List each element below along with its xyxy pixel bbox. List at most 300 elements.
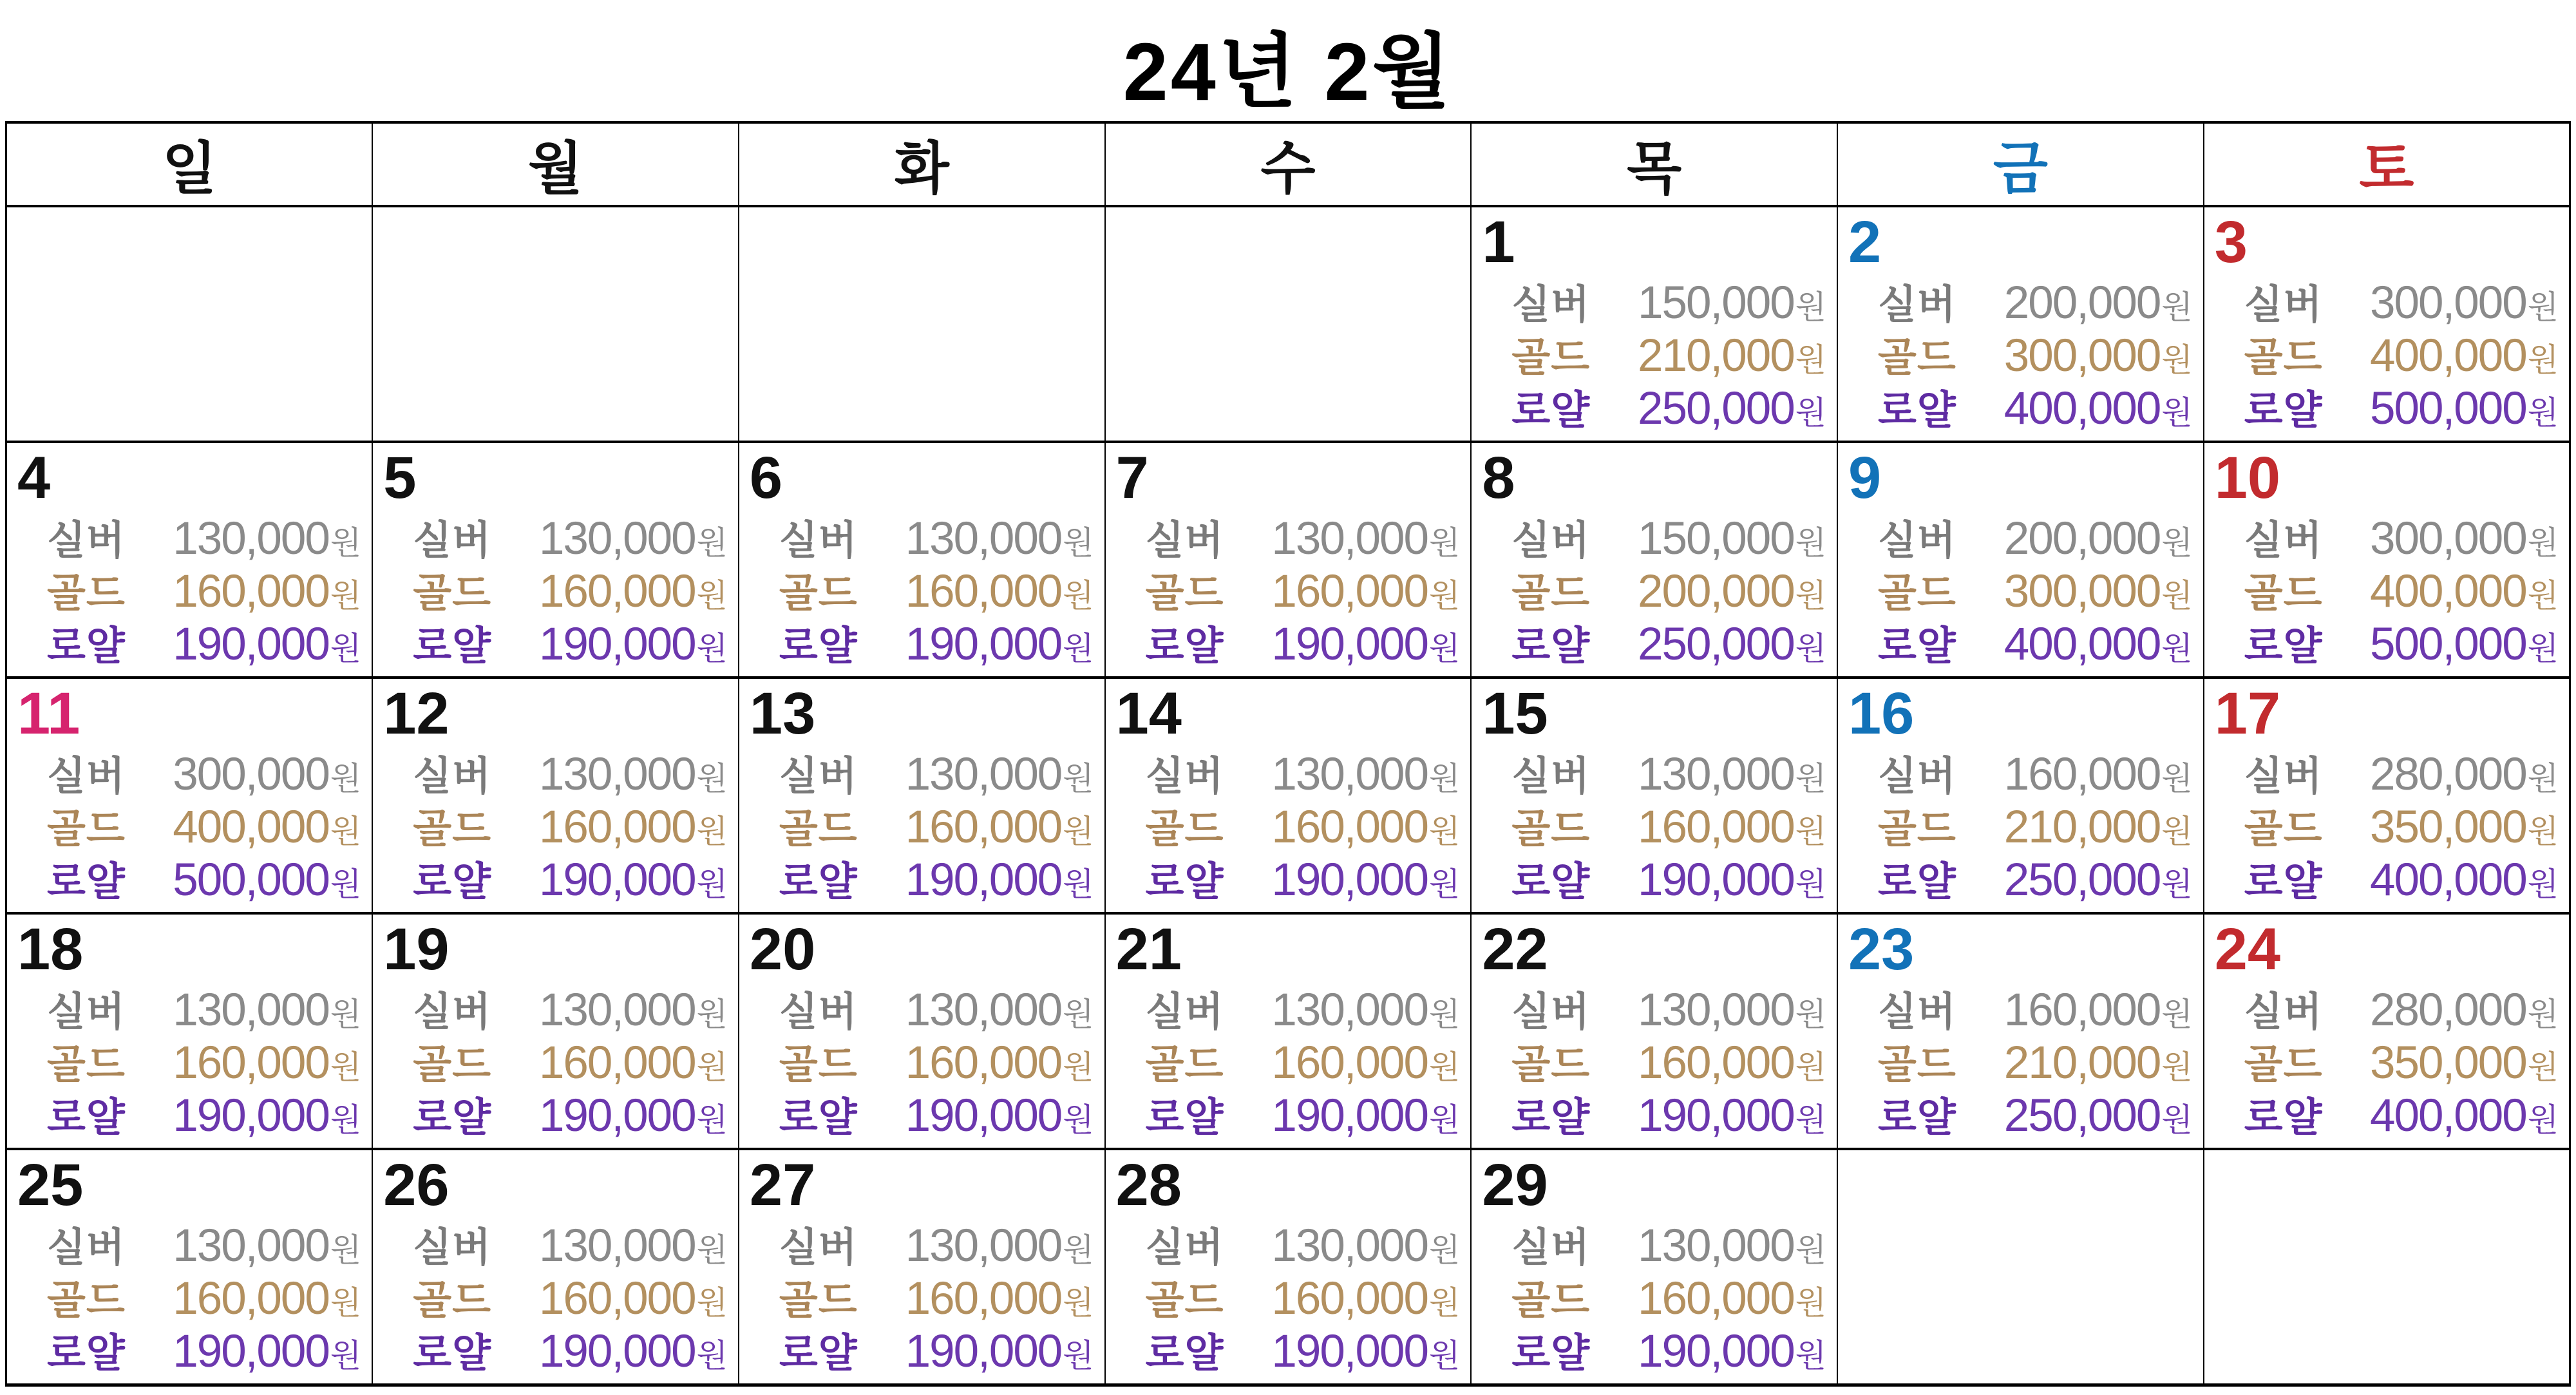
- currency-suffix: 원: [1795, 813, 1827, 849]
- price-value-silver: 130,000원: [1638, 748, 1827, 800]
- price-list: [1478, 985, 1826, 1143]
- day-number: 21: [1115, 916, 1182, 982]
- tier-label-gold: 골드: [1511, 1278, 1591, 1323]
- currency-suffix: 원: [1795, 394, 1827, 431]
- tier-label-silver: 실버: [2244, 518, 2323, 563]
- tier-label-silver: 실버: [1145, 1225, 1224, 1270]
- price-list: [1112, 750, 1461, 907]
- currency-suffix: 원: [1795, 1231, 1827, 1268]
- price-value-royal: 500,000원: [2370, 383, 2559, 434]
- price-row-silver: [2244, 750, 2559, 800]
- week-row-5: [6, 1149, 2570, 1385]
- price-row-gold: [2244, 567, 2559, 617]
- price-value-silver: 130,000원: [538, 1220, 728, 1271]
- price-value-gold: 160,000원: [538, 1037, 728, 1088]
- price-row-gold: [1878, 1038, 2193, 1088]
- day-cell-content: [2204, 915, 2569, 1148]
- price-row-silver: [779, 1221, 1094, 1271]
- currency-suffix: 원: [1429, 1101, 1461, 1138]
- day-cell-content: [7, 915, 372, 1148]
- price-value-gold: 160,000원: [1271, 1037, 1461, 1088]
- day-cell-8: [1471, 442, 1837, 678]
- tier-label-silver: 실버: [1145, 518, 1224, 563]
- tier-label-royal: 로얄: [1145, 1095, 1224, 1140]
- day-cell-content: [1472, 443, 1837, 676]
- day-cell-content: [1106, 679, 1471, 912]
- price-list: [2211, 750, 2559, 907]
- currency-suffix: 원: [1795, 524, 1827, 561]
- price-value-silver: 130,000원: [905, 984, 1094, 1036]
- price-row-silver: [2244, 514, 2559, 564]
- price-row-silver: [2244, 278, 2559, 328]
- price-value-royal: 500,000원: [2370, 618, 2559, 670]
- day-cell-content: [373, 443, 738, 676]
- currency-suffix: 원: [1795, 289, 1827, 325]
- tier-label-gold: 골드: [413, 1278, 491, 1323]
- tier-label-silver: 실버: [2244, 989, 2323, 1034]
- price-row-gold: [1511, 1038, 1826, 1088]
- price-row-silver: [1878, 750, 2193, 800]
- price-value-gold: 160,000원: [173, 1273, 362, 1324]
- price-value-gold: 300,000원: [2003, 330, 2193, 381]
- day-cell-17: [2204, 678, 2570, 913]
- price-list: [746, 985, 1094, 1143]
- price-row-silver: [1146, 514, 1461, 564]
- tier-label-royal: 로얄: [1511, 859, 1591, 904]
- tier-label-royal: 로얄: [779, 859, 858, 904]
- price-value-silver: 160,000원: [2003, 748, 2193, 800]
- tier-label-gold: 골드: [1145, 571, 1224, 616]
- price-row-gold: [1146, 567, 1461, 617]
- currency-suffix: 원: [1429, 1284, 1461, 1321]
- price-value-royal: 190,000원: [173, 1325, 362, 1377]
- tier-label-royal: 로얄: [2244, 1095, 2323, 1140]
- day-number: 9: [1848, 445, 1882, 511]
- tier-label-royal: 로얄: [413, 623, 491, 669]
- day-cell-content: [373, 915, 738, 1148]
- day-cell-content: [1472, 1150, 1837, 1383]
- price-value-royal: 250,000원: [2003, 1090, 2193, 1141]
- price-row-gold: [1878, 567, 2193, 617]
- tier-label-gold: 골드: [779, 1278, 858, 1323]
- price-value-silver: 130,000원: [538, 748, 728, 800]
- day-cell-25: [6, 1149, 373, 1385]
- currency-suffix: 원: [1063, 813, 1094, 849]
- day-number: 15: [1482, 681, 1548, 746]
- day-cell-22: [1471, 913, 1837, 1149]
- price-row-gold: [779, 802, 1094, 853]
- price-row-gold: [1146, 1274, 1461, 1324]
- day-cell-10: [2204, 442, 2570, 678]
- price-row-royal: [1146, 620, 1461, 670]
- price-row-royal: [1146, 1091, 1461, 1141]
- price-list: [14, 750, 361, 907]
- day-number: 22: [1482, 916, 1548, 982]
- currency-suffix: 원: [330, 577, 362, 614]
- day-cell-content: [739, 915, 1104, 1148]
- price-value-gold: 160,000원: [905, 1037, 1094, 1088]
- price-value-silver: 130,000원: [1271, 748, 1461, 800]
- currency-suffix: 원: [2161, 577, 2193, 614]
- day-number: 1: [1482, 209, 1515, 275]
- currency-suffix: 원: [696, 760, 728, 797]
- day-cell-11: [6, 678, 373, 913]
- price-row-royal: [413, 620, 728, 670]
- day-number: 11: [17, 681, 80, 746]
- price-row-royal: [1146, 1327, 1461, 1377]
- tier-label-silver: 실버: [1878, 282, 1956, 327]
- price-list: [1844, 278, 2193, 435]
- day-number: 17: [2214, 681, 2281, 746]
- currency-suffix: 원: [696, 1231, 728, 1268]
- currency-suffix: 원: [330, 996, 362, 1032]
- currency-suffix: 원: [1063, 1284, 1094, 1321]
- currency-suffix: 원: [1429, 630, 1461, 667]
- currency-suffix: 원: [2527, 341, 2559, 378]
- tier-label-royal: 로얄: [779, 1331, 858, 1376]
- price-list: [1112, 1221, 1461, 1378]
- price-row-royal: [1878, 1091, 2193, 1141]
- price-row-royal: [1878, 855, 2193, 906]
- currency-suffix: 원: [1429, 813, 1461, 849]
- price-list: [1844, 750, 2193, 907]
- price-row-gold: [1878, 331, 2193, 381]
- price-row-silver: [1146, 750, 1461, 800]
- tier-label-gold: 골드: [47, 806, 126, 851]
- price-row-royal: [779, 1091, 1094, 1141]
- price-row-gold: [47, 567, 361, 617]
- price-row-gold: [413, 802, 728, 853]
- tier-label-gold: 골드: [1511, 571, 1591, 616]
- price-value-royal: 500,000원: [173, 854, 362, 906]
- currency-suffix: 원: [1063, 760, 1094, 797]
- day-cell-7: [1105, 442, 1472, 678]
- currency-suffix: 원: [330, 1231, 362, 1268]
- price-value-royal: 250,000원: [1638, 383, 1827, 434]
- tier-label-gold: 골드: [47, 1042, 126, 1087]
- currency-suffix: 원: [2527, 630, 2559, 667]
- currency-suffix: 원: [330, 813, 362, 849]
- day-number: 27: [749, 1152, 816, 1218]
- price-value-gold: 160,000원: [1271, 1273, 1461, 1324]
- price-row-royal: [413, 855, 728, 906]
- price-row-royal: [1511, 1327, 1826, 1377]
- price-value-gold: 160,000원: [1638, 1273, 1827, 1324]
- price-list: [746, 1221, 1094, 1378]
- currency-suffix: 원: [1063, 1049, 1094, 1085]
- day-cell-content: [373, 1150, 738, 1383]
- day-number: 2: [1848, 209, 1882, 275]
- price-value-royal: 190,000원: [1271, 618, 1461, 670]
- price-value-royal: 250,000원: [2003, 854, 2193, 906]
- tier-label-gold: 골드: [2244, 806, 2323, 851]
- currency-suffix: 원: [1429, 760, 1461, 797]
- price-value-silver: 160,000원: [2003, 984, 2193, 1036]
- price-value-silver: 130,000원: [538, 513, 728, 564]
- price-row-royal: [47, 855, 361, 906]
- tier-label-silver: 실버: [413, 1225, 491, 1270]
- tier-label-gold: 골드: [47, 571, 126, 616]
- day-number: 25: [17, 1152, 84, 1218]
- price-list: [379, 514, 728, 671]
- tier-label-silver: 실버: [1878, 518, 1956, 563]
- price-value-silver: 130,000원: [173, 1220, 362, 1271]
- day-cell-content: [7, 1150, 372, 1383]
- day-cell-content: [2204, 207, 2569, 441]
- price-value-royal: 190,000원: [1271, 1090, 1461, 1141]
- day-cell-content: [1838, 679, 2203, 912]
- price-value-royal: 250,000원: [1638, 618, 1827, 670]
- currency-suffix: 원: [2527, 1101, 2559, 1138]
- currency-suffix: 원: [2161, 341, 2193, 378]
- day-cell-content: [373, 679, 738, 912]
- price-value-silver: 300,000원: [173, 748, 362, 800]
- currency-suffix: 원: [2527, 394, 2559, 431]
- price-list: [1478, 750, 1826, 907]
- currency-suffix: 원: [696, 813, 728, 849]
- price-value-gold: 210,000원: [2003, 801, 2193, 853]
- tier-label-gold: 골드: [1145, 806, 1224, 851]
- currency-suffix: 원: [1429, 524, 1461, 561]
- weekday-header-fri: 금: [1837, 122, 2204, 206]
- currency-suffix: 원: [1429, 996, 1461, 1032]
- tier-label-silver: 실버: [2244, 282, 2323, 327]
- price-row-gold: [2244, 331, 2559, 381]
- currency-suffix: 원: [330, 1337, 362, 1374]
- price-value-gold: 160,000원: [905, 801, 1094, 853]
- price-value-gold: 160,000원: [538, 565, 728, 617]
- currency-suffix: 원: [1795, 341, 1827, 378]
- currency-suffix: 원: [1063, 630, 1094, 667]
- price-row-gold: [1146, 802, 1461, 853]
- tier-label-gold: 골드: [779, 571, 858, 616]
- tier-label-royal: 로얄: [47, 1331, 126, 1376]
- price-value-royal: 190,000원: [1638, 1325, 1827, 1377]
- price-row-gold: [1511, 331, 1826, 381]
- tier-label-gold: 골드: [1145, 1278, 1224, 1323]
- day-number: 12: [383, 681, 450, 746]
- currency-suffix: 원: [2161, 289, 2193, 325]
- currency-suffix: 원: [696, 1337, 728, 1374]
- price-value-royal: 190,000원: [905, 854, 1094, 906]
- price-row-royal: [779, 1327, 1094, 1377]
- tier-label-royal: 로얄: [1511, 1331, 1591, 1376]
- tier-label-royal: 로얄: [1511, 623, 1591, 669]
- day-number: 29: [1482, 1152, 1548, 1218]
- currency-suffix: 원: [330, 524, 362, 561]
- price-value-gold: 160,000원: [1638, 801, 1827, 853]
- day-cell-15: [1471, 678, 1837, 913]
- currency-suffix: 원: [1795, 577, 1827, 614]
- price-row-gold: [2244, 802, 2559, 853]
- weekday-header-thu: 목: [1471, 122, 1837, 206]
- day-number: 23: [1848, 916, 1915, 982]
- price-value-gold: 160,000원: [538, 1273, 728, 1324]
- currency-suffix: 원: [2527, 524, 2559, 561]
- price-row-royal: [1511, 384, 1826, 434]
- weekday-header-mon: 월: [372, 122, 739, 206]
- tier-label-royal: 로얄: [47, 859, 126, 904]
- day-cell-6: [739, 442, 1105, 678]
- day-cell-4: [6, 442, 373, 678]
- price-value-royal: 190,000원: [905, 1325, 1094, 1377]
- day-cell-content: [1106, 1150, 1471, 1383]
- currency-suffix: 원: [330, 1101, 362, 1138]
- day-cell-content: [1838, 443, 2203, 676]
- tier-label-royal: 로얄: [413, 1095, 491, 1140]
- day-cell-28: [1105, 1149, 1472, 1385]
- tier-label-gold: 골드: [1511, 1042, 1591, 1087]
- price-list: [1844, 514, 2193, 671]
- day-number: 14: [1115, 681, 1182, 746]
- tier-label-gold: 골드: [1511, 335, 1591, 380]
- day-cell-2: [1837, 206, 2204, 442]
- currency-suffix: 원: [2161, 813, 2193, 849]
- currency-suffix: 원: [2527, 813, 2559, 849]
- price-value-silver: 130,000원: [538, 984, 728, 1036]
- price-row-royal: [1146, 855, 1461, 906]
- price-value-gold: 160,000원: [538, 801, 728, 853]
- price-value-silver: 200,000원: [2003, 513, 2193, 564]
- week-row-1: [6, 206, 2570, 442]
- price-row-gold: [779, 1274, 1094, 1324]
- currency-suffix: 원: [2527, 866, 2559, 902]
- price-row-gold: [1511, 567, 1826, 617]
- currency-suffix: 원: [696, 1049, 728, 1085]
- day-cell-content: [7, 443, 372, 676]
- price-value-gold: 160,000원: [1638, 1037, 1827, 1088]
- price-value-royal: 190,000원: [538, 618, 728, 670]
- currency-suffix: 원: [1795, 1284, 1827, 1321]
- price-row-gold: [2244, 1038, 2559, 1088]
- price-row-gold: [1511, 802, 1826, 853]
- price-row-silver: [1878, 985, 2193, 1036]
- tier-label-royal: 로얄: [1145, 859, 1224, 904]
- price-row-silver: [1146, 985, 1461, 1036]
- price-value-royal: 190,000원: [905, 618, 1094, 670]
- tier-label-silver: 실버: [1511, 518, 1591, 563]
- currency-suffix: 원: [1795, 866, 1827, 902]
- price-value-silver: 130,000원: [173, 984, 362, 1036]
- tier-label-silver: 실버: [779, 518, 858, 563]
- tier-label-royal: 로얄: [1145, 623, 1224, 669]
- price-row-silver: [2244, 985, 2559, 1036]
- currency-suffix: 원: [696, 630, 728, 667]
- tier-label-silver: 실버: [47, 754, 126, 799]
- currency-suffix: 원: [2161, 524, 2193, 561]
- tier-label-royal: 로얄: [1878, 1095, 1956, 1140]
- price-value-gold: 160,000원: [173, 565, 362, 617]
- price-value-gold: 400,000원: [2370, 565, 2559, 617]
- price-value-gold: 200,000원: [1638, 565, 1827, 617]
- price-value-royal: 190,000원: [538, 854, 728, 906]
- day-cell-content: [1106, 915, 1471, 1148]
- tier-label-silver: 실버: [1878, 754, 1956, 799]
- tier-label-gold: 골드: [1878, 571, 1956, 616]
- price-value-silver: 130,000원: [905, 1220, 1094, 1271]
- tier-label-gold: 골드: [779, 806, 858, 851]
- currency-suffix: 원: [330, 1284, 362, 1321]
- price-row-royal: [1511, 1091, 1826, 1141]
- tier-label-royal: 로얄: [1878, 388, 1956, 433]
- price-list: [1112, 985, 1461, 1143]
- price-value-silver: 130,000원: [1271, 1220, 1461, 1271]
- price-value-gold: 400,000원: [2370, 330, 2559, 381]
- day-cell-23: [1837, 913, 2204, 1149]
- tier-label-gold: 골드: [1878, 806, 1956, 851]
- price-value-silver: 280,000원: [2370, 748, 2559, 800]
- tier-label-royal: 로얄: [47, 1095, 126, 1140]
- price-row-silver: [1146, 1221, 1461, 1271]
- currency-suffix: 원: [1429, 577, 1461, 614]
- currency-suffix: 원: [1063, 524, 1094, 561]
- price-value-gold: 210,000원: [2003, 1037, 2193, 1088]
- currency-suffix: 원: [696, 866, 728, 902]
- day-cell-3: [2204, 206, 2570, 442]
- price-row-silver: [1878, 514, 2193, 564]
- price-value-royal: 190,000원: [1271, 1325, 1461, 1377]
- tier-label-royal: 로얄: [2244, 859, 2323, 904]
- price-value-royal: 190,000원: [905, 1090, 1094, 1141]
- price-row-silver: [47, 514, 361, 564]
- price-row-silver: [1878, 278, 2193, 328]
- price-value-gold: 300,000원: [2003, 565, 2193, 617]
- weekday-header-tue: 화: [739, 122, 1105, 206]
- price-value-royal: 190,000원: [173, 618, 362, 670]
- price-row-gold: [47, 802, 361, 853]
- tier-label-royal: 로얄: [2244, 623, 2323, 669]
- currency-suffix: 원: [2527, 1049, 2559, 1085]
- tier-label-gold: 골드: [1878, 335, 1956, 380]
- price-row-royal: [47, 1091, 361, 1141]
- price-row-gold: [413, 1274, 728, 1324]
- price-list: [1112, 514, 1461, 671]
- price-value-silver: 130,000원: [1271, 984, 1461, 1036]
- week-row-4: [6, 913, 2570, 1149]
- price-value-royal: 190,000원: [173, 1090, 362, 1141]
- tier-label-silver: 실버: [1511, 282, 1591, 327]
- currency-suffix: 원: [1795, 1101, 1827, 1138]
- price-value-silver: 130,000원: [173, 513, 362, 564]
- day-cell-content: [739, 443, 1104, 676]
- day-cell-24: [2204, 913, 2570, 1149]
- price-value-silver: 200,000원: [2003, 277, 2193, 328]
- tier-label-gold: 골드: [413, 806, 491, 851]
- price-value-royal: 400,000원: [2370, 1090, 2559, 1141]
- currency-suffix: 원: [330, 630, 362, 667]
- price-value-royal: 190,000원: [538, 1325, 728, 1377]
- price-list: [2211, 514, 2559, 671]
- day-cell-content: [1106, 443, 1471, 676]
- price-value-silver: 300,000원: [2370, 513, 2559, 564]
- price-row-silver: [779, 514, 1094, 564]
- day-cell-20: [739, 913, 1105, 1149]
- currency-suffix: 원: [696, 577, 728, 614]
- day-cell-12: [372, 678, 739, 913]
- price-list: [1478, 1221, 1826, 1378]
- currency-suffix: 원: [330, 1049, 362, 1085]
- day-cell-9: [1837, 442, 2204, 678]
- weekday-header-wed: 수: [1105, 122, 1472, 206]
- day-number: 8: [1482, 445, 1515, 511]
- price-value-silver: 130,000원: [905, 513, 1094, 564]
- day-number: 10: [2214, 445, 2281, 511]
- tier-label-gold: 골드: [2244, 335, 2323, 380]
- calendar-table: [5, 121, 2571, 1387]
- price-row-silver: [779, 750, 1094, 800]
- day-number: 20: [749, 916, 816, 982]
- tier-label-gold: 골드: [413, 571, 491, 616]
